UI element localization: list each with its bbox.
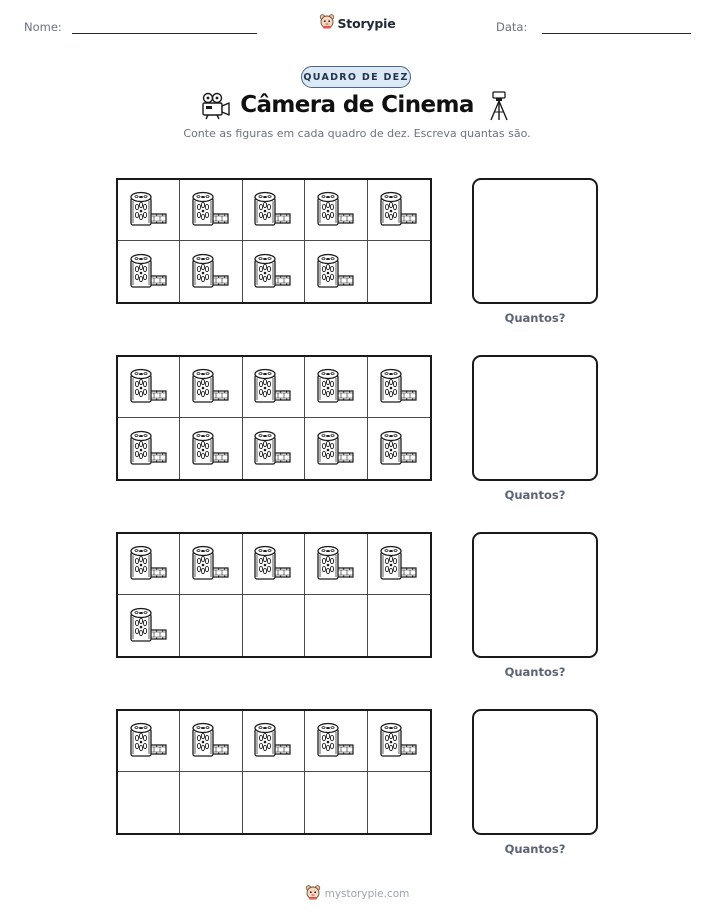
footer-url[interactable]: mystorypie.com [324, 888, 410, 900]
frame-cell [243, 418, 305, 479]
bear-mascot-icon [319, 13, 335, 33]
frame-cell [118, 711, 180, 772]
film-reel-icon [190, 366, 232, 408]
film-reel-icon [190, 543, 232, 585]
film-reel-icon [128, 189, 170, 231]
film-reel-icon [190, 189, 232, 231]
film-reel-icon [378, 189, 420, 231]
film-reel-icon [315, 251, 357, 293]
frame-cell [368, 180, 430, 241]
film-reel-icon [128, 605, 170, 647]
frame-cell [180, 772, 242, 833]
frame-cell [118, 180, 180, 241]
frame-cell [180, 711, 242, 772]
frame-cell [180, 180, 242, 241]
frame-cell [368, 595, 430, 656]
film-reel-icon [315, 366, 357, 408]
film-reel-icon [190, 428, 232, 470]
frame-cell [243, 772, 305, 833]
film-reel-icon [128, 543, 170, 585]
frame-cell [243, 180, 305, 241]
frame-cell [368, 534, 430, 595]
name-label: Nome: [24, 20, 62, 34]
frame-cell [305, 180, 367, 241]
page-title: Câmera de Cinema [240, 92, 474, 118]
frame-cell [368, 772, 430, 833]
answer-box-2[interactable] [472, 355, 598, 481]
ten-frame-1 [116, 178, 432, 304]
answer-box-4[interactable] [472, 709, 598, 835]
film-reel-icon [378, 366, 420, 408]
frame-cell [180, 418, 242, 479]
film-reel-icon [252, 251, 294, 293]
film-reel-icon [252, 366, 294, 408]
film-reel-icon [315, 720, 357, 762]
frame-cell [368, 418, 430, 479]
film-reel-icon [378, 428, 420, 470]
frame-cell [180, 357, 242, 418]
frame-cell [118, 357, 180, 418]
worksheet-type-badge: QUADRO DE DEZ [301, 66, 411, 88]
tripod-icon [488, 90, 510, 126]
brand [0, 13, 714, 33]
frame-cell [118, 418, 180, 479]
date-label: Data: [496, 20, 528, 34]
answer-label-4: Quantos? [504, 842, 566, 856]
frame-cell [305, 241, 367, 302]
film-reel-icon [190, 720, 232, 762]
frame-cell [243, 711, 305, 772]
film-reel-icon [315, 543, 357, 585]
instructions: Conte as figuras em cada quadro de dez. Escreva quantas são. [183, 127, 531, 140]
frame-cell [243, 357, 305, 418]
frame-cell [180, 595, 242, 656]
frame-cell [180, 534, 242, 595]
frame-cell [243, 595, 305, 656]
answer-label-3: Quantos? [504, 665, 566, 679]
brand-name: Storypie [337, 15, 396, 31]
film-reel-icon [190, 251, 232, 293]
answer-label-1: Quantos? [504, 311, 566, 325]
frame-cell [305, 418, 367, 479]
frame-cell [118, 534, 180, 595]
ten-frame-4 [116, 709, 432, 835]
frame-cell [118, 595, 180, 656]
ten-frame-2 [116, 355, 432, 481]
film-reel-icon [252, 543, 294, 585]
frame-cell [243, 534, 305, 595]
frame-cell [305, 595, 367, 656]
ten-frame-3 [116, 532, 432, 658]
frame-cell [305, 772, 367, 833]
frame-cell [305, 357, 367, 418]
movie-camera-icon [200, 92, 232, 124]
film-reel-icon [378, 543, 420, 585]
film-reel-icon [128, 720, 170, 762]
answer-box-3[interactable] [472, 532, 598, 658]
frame-cell [305, 534, 367, 595]
frame-cell [305, 711, 367, 772]
frame-cell [368, 241, 430, 302]
frame-cell [368, 357, 430, 418]
film-reel-icon [252, 428, 294, 470]
film-reel-icon [315, 189, 357, 231]
film-reel-icon [315, 428, 357, 470]
name-line[interactable] [72, 33, 257, 34]
film-reel-icon [128, 251, 170, 293]
date-line[interactable] [542, 33, 691, 34]
frame-cell [180, 241, 242, 302]
frame-cell [118, 241, 180, 302]
film-reel-icon [128, 366, 170, 408]
answer-box-1[interactable] [472, 178, 598, 304]
film-reel-icon [128, 428, 170, 470]
footer [0, 884, 714, 904]
answer-label-2: Quantos? [504, 488, 566, 502]
film-reel-icon [378, 720, 420, 762]
frame-cell [368, 711, 430, 772]
frame-cell [243, 241, 305, 302]
film-reel-icon [252, 720, 294, 762]
frame-cell [118, 772, 180, 833]
film-reel-icon [252, 189, 294, 231]
bear-mascot-icon [305, 884, 321, 904]
